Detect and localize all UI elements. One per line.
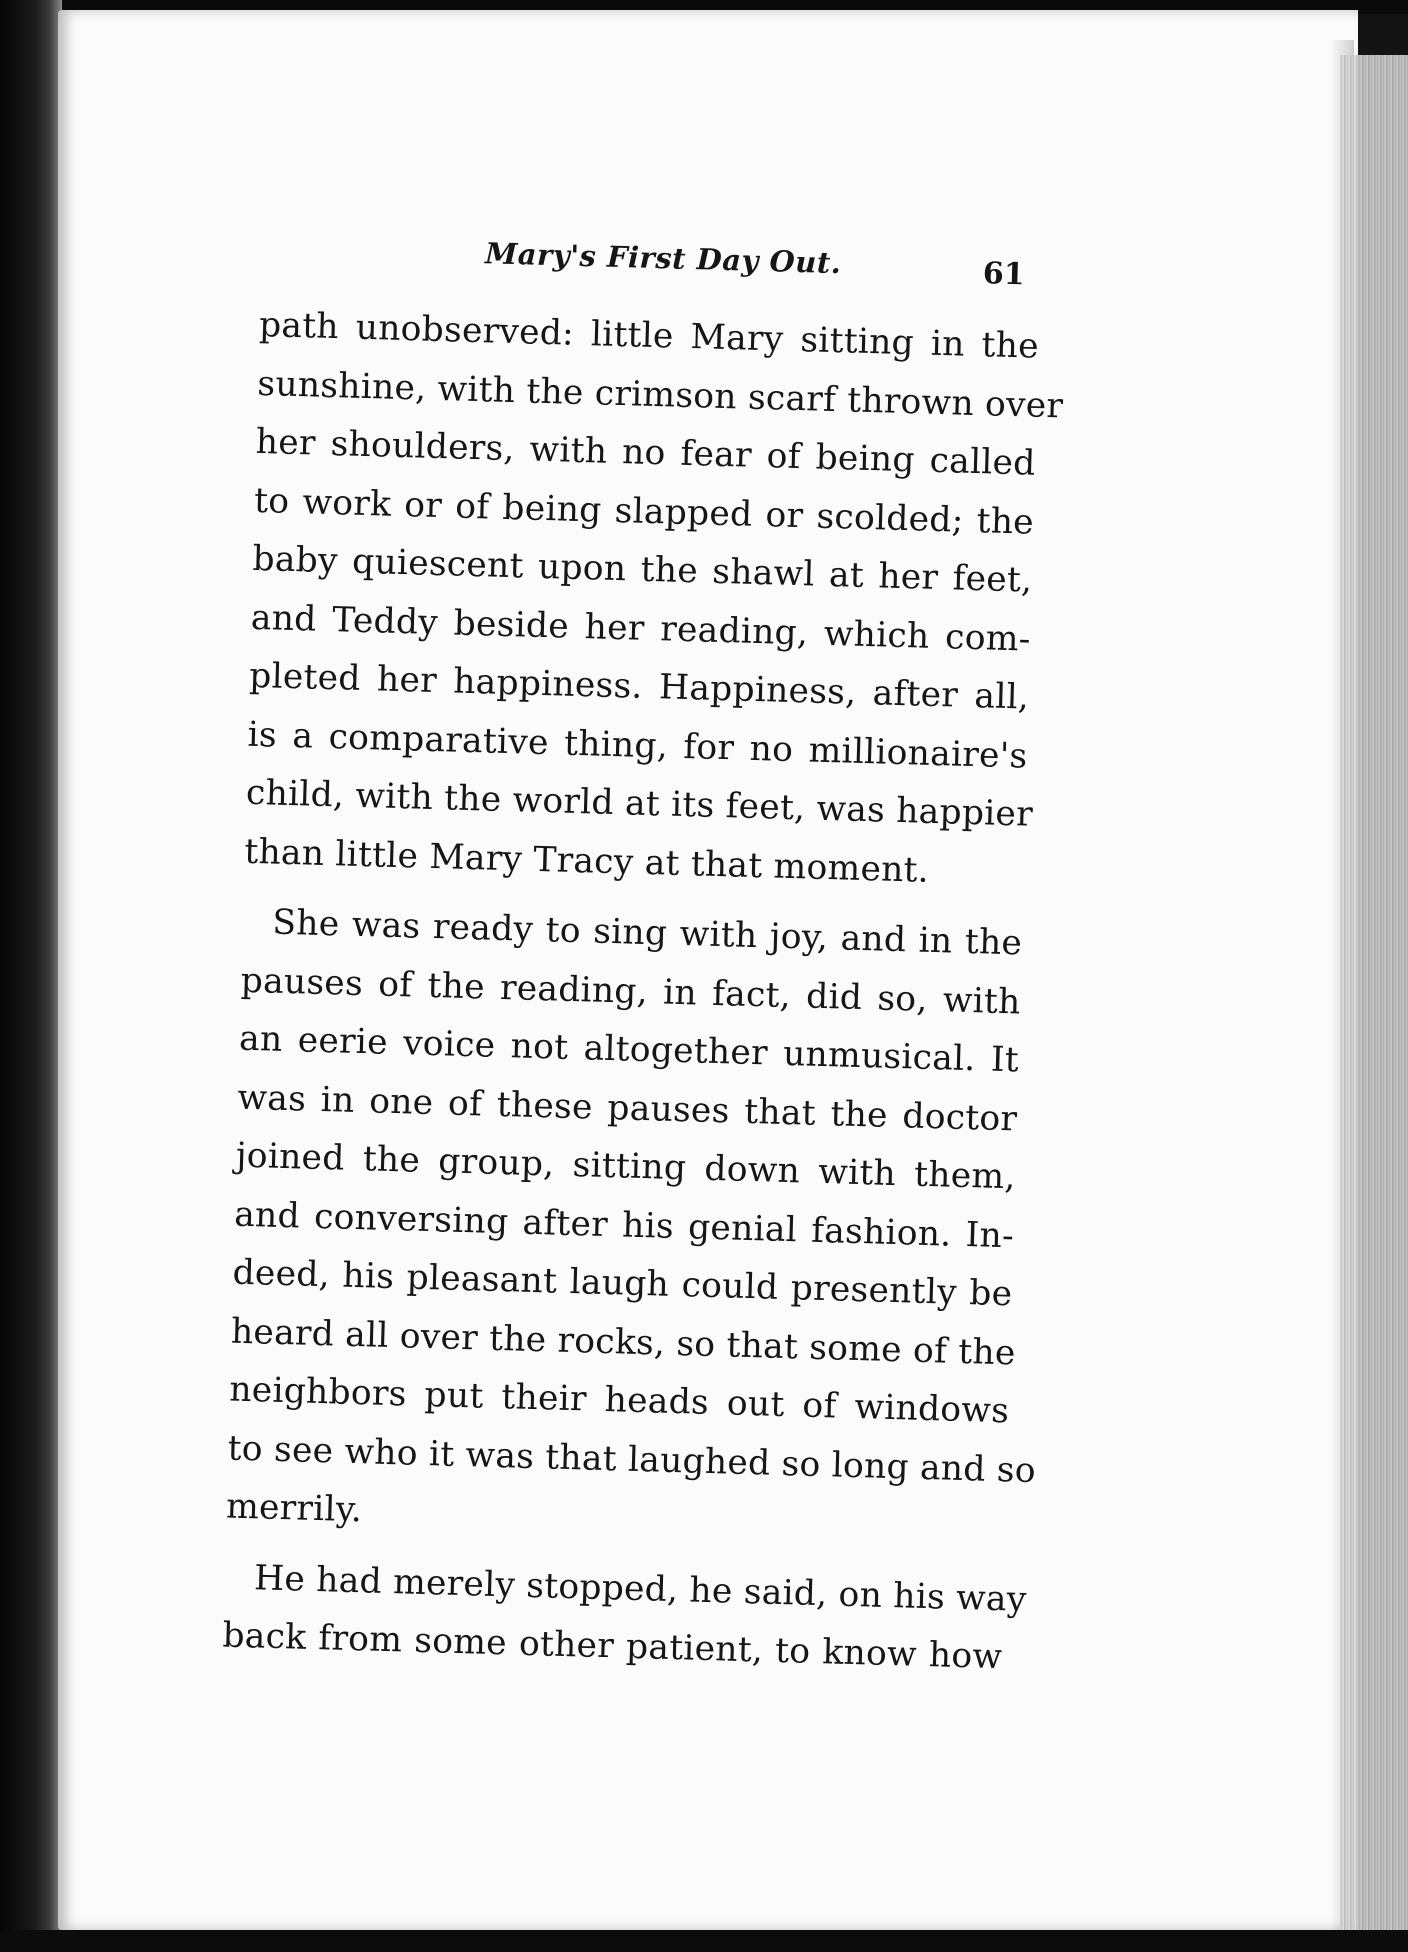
text-line: He had merely stopped, he said, on his way xyxy=(253,1557,1028,1620)
book-gutter xyxy=(0,0,62,1952)
text-line: pleted her happiness. Happiness, after all, xyxy=(248,655,1030,718)
text-line: and Teddy beside her reading, which com- xyxy=(250,597,1032,660)
text-line: sunshine, with the crimson scarf thrown over xyxy=(256,363,1064,426)
paragraph xyxy=(225,893,1037,1558)
text-line: her shoulders, with no fear of being called xyxy=(255,421,1037,484)
text-line: path unobserved: little Mary sitting in the xyxy=(258,304,1040,367)
paragraph xyxy=(221,1548,1028,1687)
text-line: to work or of being slapped or scolded; the xyxy=(253,480,1035,543)
text-line: back from some other patient, to know how xyxy=(221,1615,1003,1678)
page-text xyxy=(221,222,1064,1687)
text-line: She was ready to sing with joy, and in the xyxy=(271,902,1023,964)
text-line: joined the group, sitting down with them, xyxy=(235,1135,1017,1198)
text-line: child, with the world at its feet, was happier xyxy=(245,772,1034,835)
text-line: to see who it was that laughed so long and so xyxy=(227,1428,1037,1491)
text-line: is a comparative thing, for no millionaire's xyxy=(247,714,1028,777)
text-line: merrily. xyxy=(225,1486,363,1531)
text-line: deed, his pleasant laugh could presently be xyxy=(232,1252,1013,1315)
paragraph xyxy=(243,296,1064,903)
text-line: and conversing after his genial fashion. In- xyxy=(233,1194,1015,1256)
running-title: Mary's First Day Out. xyxy=(484,236,842,281)
text-line: neighbors put their heads out of windows xyxy=(228,1369,1010,1432)
text-line: baby quiescent upon the shawl at her feet, xyxy=(252,538,1033,601)
page-number: 61 xyxy=(982,256,1026,293)
text-line: pauses of the reading, in fact, did so, with xyxy=(240,960,1022,1022)
text-line: was in one of these pauses that the doctor xyxy=(236,1077,1018,1139)
book-page-edges xyxy=(1340,55,1408,1935)
text-line: heard all over the rocks, so that some of the xyxy=(230,1311,1017,1373)
text-line: an eerie voice not altogether unmusical. It xyxy=(238,1018,1020,1081)
text-line: than little Mary Tracy at that moment. xyxy=(243,831,930,891)
scan-bottom-border xyxy=(0,1930,1408,1952)
